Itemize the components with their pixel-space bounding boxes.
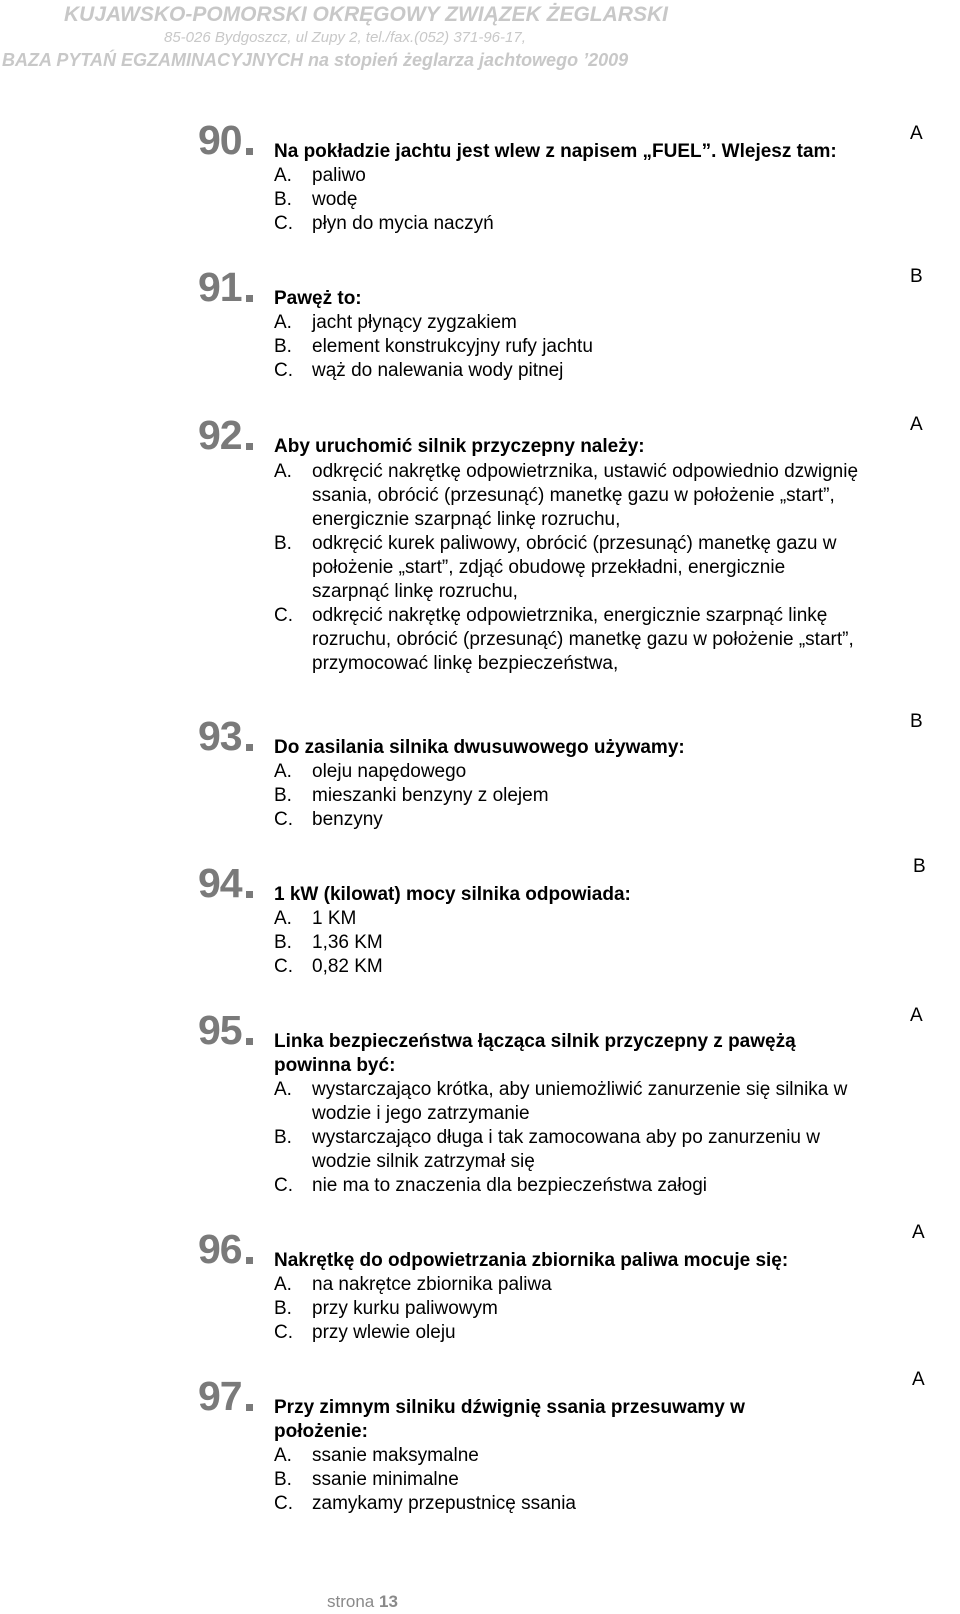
option-letter: C.: [274, 809, 293, 830]
option-text: 1,36 KM: [312, 932, 383, 953]
options-list: [274, 907, 894, 979]
options-list: [274, 311, 894, 383]
option-letter: B.: [274, 932, 292, 953]
answer-key: B: [910, 266, 923, 287]
option-letter: B.: [274, 1469, 292, 1490]
option-a: [274, 1273, 894, 1297]
question-text: Do zasilania silnika dwusuwowego używamy:: [274, 737, 685, 758]
options-list: [274, 1444, 894, 1516]
option-c: [274, 212, 894, 236]
option-text: element konstrukcyjny rufy jachtu: [312, 336, 593, 357]
options-list: [274, 1273, 894, 1345]
option-a: [274, 1078, 884, 1126]
option-c: [274, 604, 864, 676]
page-header: [2, 0, 944, 72]
option-letter: A.: [274, 1274, 292, 1295]
footer-label: strona: [327, 1592, 375, 1611]
question-text: 1 kW (kilowat) mocy silnika odpowiada:: [274, 884, 631, 905]
option-letter: B.: [274, 1298, 292, 1319]
number-bullet: [246, 148, 253, 155]
option-a: [274, 311, 894, 335]
option-b: [274, 532, 864, 604]
option-letter: A.: [274, 761, 292, 782]
option-letter: C.: [274, 360, 293, 381]
option-text: odkręcić nakrętkę odpowietrznika, ustawić odpowiednio dzwignię ssania, obrócić (przesunąć) manetkę gazu w położenie „start”, energicznie szarpnąć linkę rozruchu,: [312, 461, 859, 530]
option-b: [274, 188, 894, 212]
option-text: benzyny: [312, 809, 383, 830]
option-text: wąż do nalewania wody pitnej: [312, 360, 564, 381]
option-text: płyn do mycia naczyń: [312, 213, 494, 234]
option-a: [274, 460, 864, 532]
question-number: 92: [198, 412, 242, 458]
option-text: odkręcić kurek paliwowy, obrócić (przesunąć) manetkę gazu w położenie „start”, zdjąć obudowę przekładni, energicznie szarpnąć linkę rozruchu,: [312, 533, 837, 602]
option-text: mieszanki benzyny z olejem: [312, 785, 549, 806]
option-letter: A.: [274, 165, 292, 186]
option-letter: A.: [274, 312, 292, 333]
answer-key: A: [912, 1222, 925, 1243]
answer-key: A: [910, 414, 923, 435]
option-text: ssanie maksymalne: [312, 1445, 479, 1466]
option-text: nie ma to znaczenia dla bezpieczeństwa załogi: [312, 1175, 708, 1196]
answer-key: A: [910, 123, 923, 144]
option-letter: C.: [274, 1322, 293, 1343]
option-c: [274, 808, 894, 832]
header-organization: KUJAWSKO-POMORSKI OKRĘGOWY ZWIĄZEK ŻEGLARSKI: [64, 3, 668, 26]
option-c: [274, 1492, 894, 1516]
option-b: [274, 1468, 894, 1492]
option-letter: C.: [274, 956, 293, 977]
option-text: wystarczająco krótka, aby uniemożliwić zanurzenie się silnika w wodzie i jego zatrzymanie: [312, 1079, 848, 1124]
option-text: oleju napędowego: [312, 761, 467, 782]
number-bullet: [246, 295, 253, 302]
option-c: [274, 359, 894, 383]
option-text: jacht płynący zygzakiem: [312, 312, 517, 333]
question-number: 95: [198, 1007, 242, 1053]
options-list: [274, 1078, 884, 1198]
option-text: przy wlewie oleju: [312, 1322, 456, 1343]
option-text: ssanie minimalne: [312, 1469, 459, 1490]
option-text: odkręcić nakrętkę odpowietrznika, energicznie szarpnąć linkę rozruchu, obrócić (przesunąć) manetkę gazu w położenie „start”, przymocować linkę bezpieczeństwa,: [312, 605, 854, 674]
number-bullet: [246, 1257, 253, 1264]
option-b: [274, 784, 894, 808]
number-bullet: [246, 1038, 253, 1045]
option-text: wystarczająco długa i tak zamocowana aby po zanurzeniu w wodzie silnik zatrzymał się: [312, 1127, 820, 1172]
question-text: Aby uruchomić silnik przyczepny należy:: [274, 436, 645, 457]
option-text: 1 KM: [312, 908, 357, 929]
option-letter: C.: [274, 1175, 293, 1196]
option-letter: B.: [274, 1127, 292, 1148]
option-c: [274, 1174, 884, 1198]
question-text: Linka bezpieczeństwa łącząca silnik przyczepny z pawężą powinna być:: [274, 1031, 796, 1076]
option-b: [274, 1297, 894, 1321]
option-text: na nakrętce zbiornika paliwa: [312, 1274, 552, 1295]
option-text: wodę: [312, 189, 358, 210]
answer-key: A: [910, 1005, 923, 1026]
question-text: Przy zimnym silniku dźwignię ssania przesuwamy w położenie:: [274, 1397, 745, 1442]
question-number: 97: [198, 1373, 242, 1419]
option-text: 0,82 KM: [312, 956, 383, 977]
option-letter: A.: [274, 461, 292, 482]
question-text: Pawęż to:: [274, 288, 362, 309]
option-letter: B.: [274, 785, 292, 806]
option-letter: A.: [274, 1079, 292, 1100]
option-letter: B.: [274, 336, 292, 357]
option-a: [274, 1444, 894, 1468]
option-b: [274, 335, 894, 359]
option-b: [274, 1126, 884, 1174]
page-number: 13: [378, 1592, 398, 1611]
option-letter: C.: [274, 1493, 293, 1514]
page-footer: [327, 1592, 398, 1612]
question-number: 94: [198, 860, 242, 906]
options-list: [274, 760, 894, 832]
answer-key: A: [912, 1369, 925, 1390]
answer-key: B: [913, 856, 926, 877]
question-text: Nakrętkę do odpowietrzania zbiornika paliwa mocuje się:: [274, 1250, 789, 1271]
options-list: [274, 460, 864, 676]
option-letter: C.: [274, 213, 293, 234]
option-letter: A.: [274, 908, 292, 929]
option-c: [274, 1321, 894, 1345]
option-c: [274, 955, 894, 979]
option-letter: A.: [274, 1445, 292, 1466]
option-text: zamykamy przepustnicę ssania: [312, 1493, 576, 1514]
question-text: Na pokładzie jachtu jest wlew z napisem „FUEL”. Wlejesz tam:: [274, 141, 837, 162]
question-number: 90: [198, 117, 242, 163]
question-number: 96: [198, 1226, 242, 1272]
options-list: [274, 164, 894, 236]
option-letter: B.: [274, 533, 292, 554]
number-bullet: [246, 744, 253, 751]
option-b: [274, 931, 894, 955]
answer-key: B: [910, 711, 923, 732]
number-bullet: [246, 891, 253, 898]
option-text: paliwo: [312, 165, 366, 186]
option-a: [274, 907, 894, 931]
option-a: [274, 760, 894, 784]
question-number: 93: [198, 713, 242, 759]
header-title: BAZA PYTAŃ EGZAMINACYJNYCH na stopień żeglarza jachtowego ’2009: [2, 50, 629, 70]
header-address: 85-026 Bydgoszcz, ul Zupy 2, tel./fax.(052) 371-96-17,: [164, 29, 526, 46]
number-bullet: [246, 443, 253, 450]
option-text: przy kurku paliwowym: [312, 1298, 498, 1319]
number-bullet: [246, 1404, 253, 1411]
option-a: [274, 164, 894, 188]
question-number: 91: [198, 264, 242, 310]
option-letter: C.: [274, 605, 293, 626]
option-letter: B.: [274, 189, 292, 210]
